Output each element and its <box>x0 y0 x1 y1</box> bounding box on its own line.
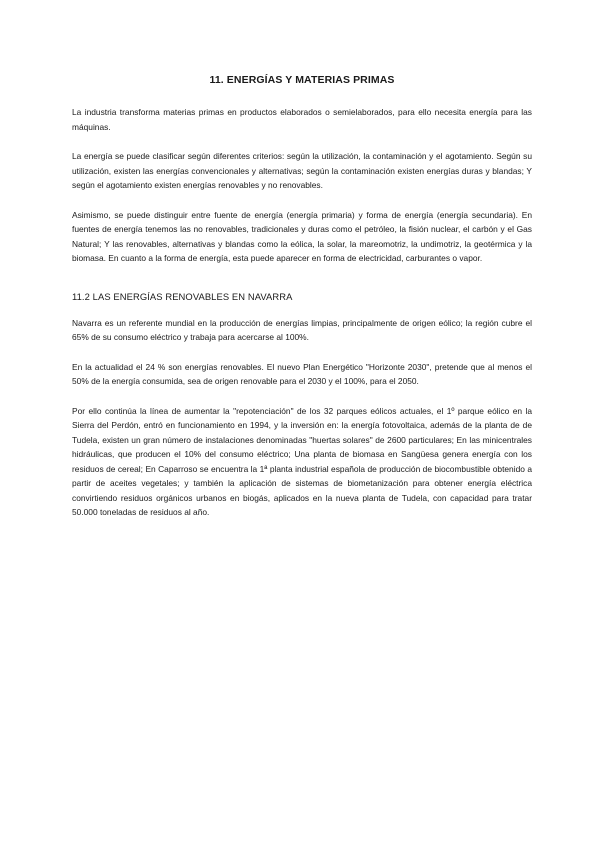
paragraph-plan-horizonte: En la actualidad el 24 % son energías renovables. El nuevo Plan Energético "Horizonte 2030", pretende que al menos el 50% de la energía consumida, sea de origen renovable para el 2030 y el 100%, para el 2050. <box>72 361 532 386</box>
paragraph-energy-sources: Asimismo, se puede distinguir entre fuente de energía (energía primaria) y forma de energía (energía secundaria). En fuentes de energía tenemos las no renovables, tradicionales y duras como el petróleo, la fisión nuclear, el carbón y el Gas Natural; Y las renovables, alternativas y blandas como la eólica, la solar, la mareomotriz, la undimotriz, la geotérmica y la biomasa. En cuanto a la forma de energía, esta puede aparecer en forma de electricidad, carburantes o vapor. <box>72 209 532 263</box>
paragraph-energy-classification: La energía se puede clasificar según diferentes criterios: según la utilización, la contaminación y el agotamiento. Según su utilización, existen las energías convencionales y alternativas; según la contaminación existen energías duras y blandas; Y según el agotamiento existen energías renovables y no renovables. <box>72 151 532 190</box>
paragraph-intro-industry: La industria transforma materias primas en productos elaborados o semielaborados, para ello necesita energía para las máquinas. <box>72 107 532 132</box>
section-heading: 11.2 LAS ENERGÍAS RENOVABLES EN NAVARRA <box>72 290 293 302</box>
paragraph-repotenciacion: Por ello continúa la línea de aumentar la "repotenciación" de los 32 parques eólicos actuales, el 1º parque eólico en la Sierra del Perdón, entró en funcionamiento en 1994, y la inversión en: la energía fotovoltaica, además de la planta de de Tudela, existen un gran número de instalaciones denominadas "huertas solares" de 2600 particulares; En las minicentrales hidráulicas, que producen el 10% del consumo eléctrico; Una planta de biomasa en Sangüesa genera energía con los residuos de cereal; En Caparroso se encuentra la 1ª planta industrial española de producción de biocombustible obtenido a partir de aceites vegetales; y también la aplicación de sistemas de biometanización para obtener energía eléctrica convirtiendo residuos orgánicos urbanos en biogás, aplicados en la nueva planta de Tudela, con capacidad para tratar 50.000 toneladas de residuos al año. <box>72 405 532 517</box>
paragraph-navarra-reference: Navarra es un referente mundial en la producción de energías limpias, principalmente de origen eólico; la región cubre el 65% de su consumo eléctrico y trabaja para acercarse al 100%. <box>72 317 532 342</box>
page-title: 11. ENERGÍAS Y MATERIAS PRIMAS <box>209 74 395 86</box>
